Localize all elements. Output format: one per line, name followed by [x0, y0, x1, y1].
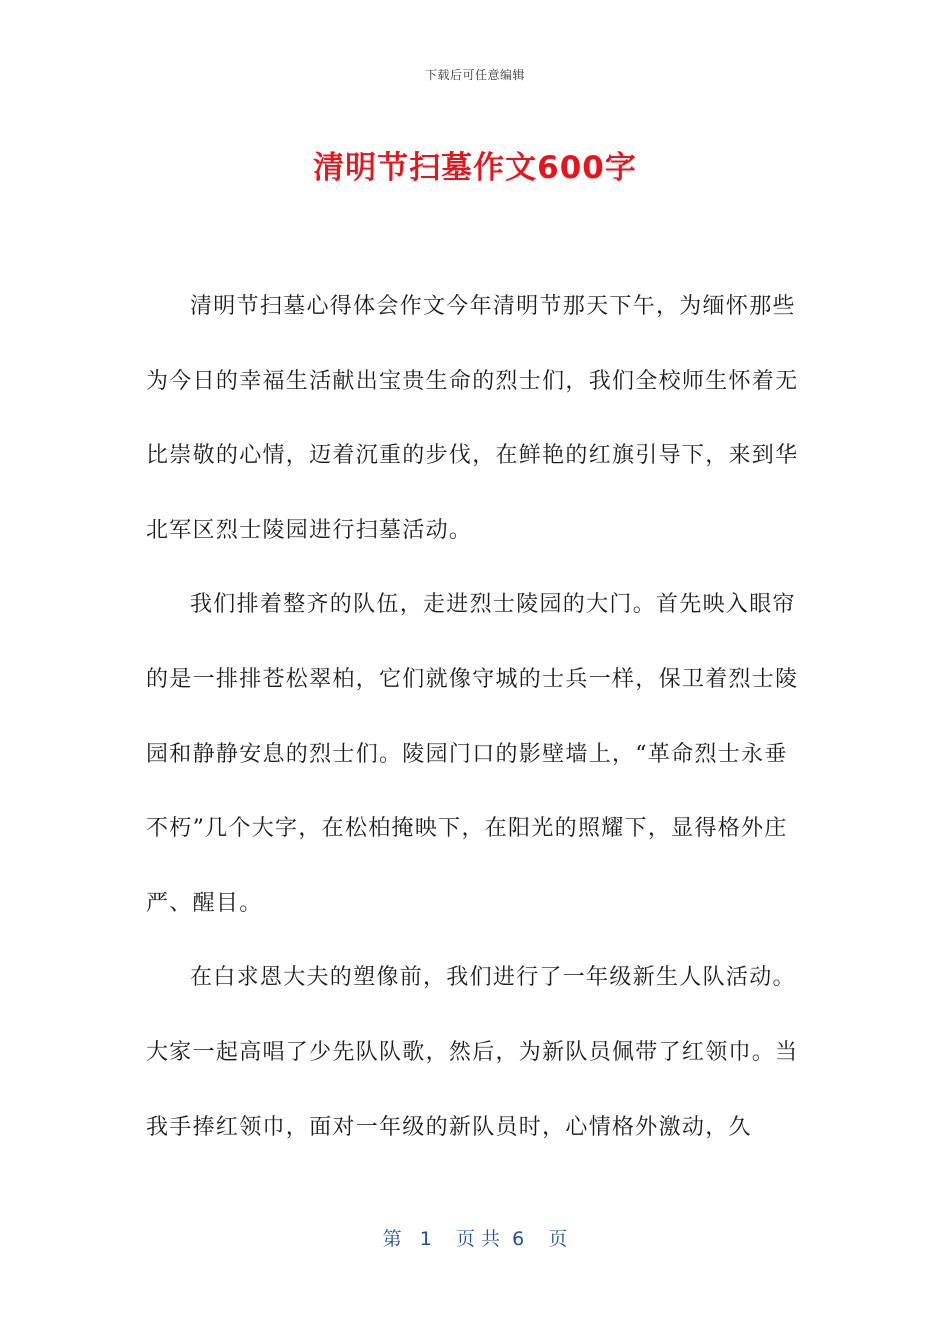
paragraph: 我们排着整齐的队伍，走进烈士陵园的大门。首先映入眼帘的是一排排苍松翠柏，它们就像守城的士兵一样，保卫着烈士陵园和静静安息的烈士们。陵园门口的影壁墙上，“革命烈士永垂不朽”几个大字，在松柏掩映下，在阳光的照耀下，显得格外庄严、醒目。 — [146, 592, 799, 916]
document-title: 清明节扫墓作文600字 — [313, 150, 637, 186]
paragraph: 清明节扫墓心得体会作文今年清明节那天下午，为缅怀那些为今日的幸福生活献出宝贵生命的烈士们，我们全校师生怀着无比崇敬的心情，迈着沉重的步伐，在鲜艳的红旗引导下，来到华北军区烈士陵园进行扫墓活动。 — [146, 294, 799, 543]
page-number-footer: 第 1 页 共 6 页 — [382, 1228, 568, 1250]
header-note: 下载后可任意编辑 — [424, 68, 525, 82]
paragraph: 在白求恩大夫的塑像前，我们进行了一年级新生人队活动。大家一起高唱了少先队队歌，然后，为新队员佩带了红领巾。当我手捧红领巾，面对一年级的新队员时，心情格外激动，久 — [146, 965, 799, 1140]
document-body — [146, 270, 806, 1165]
